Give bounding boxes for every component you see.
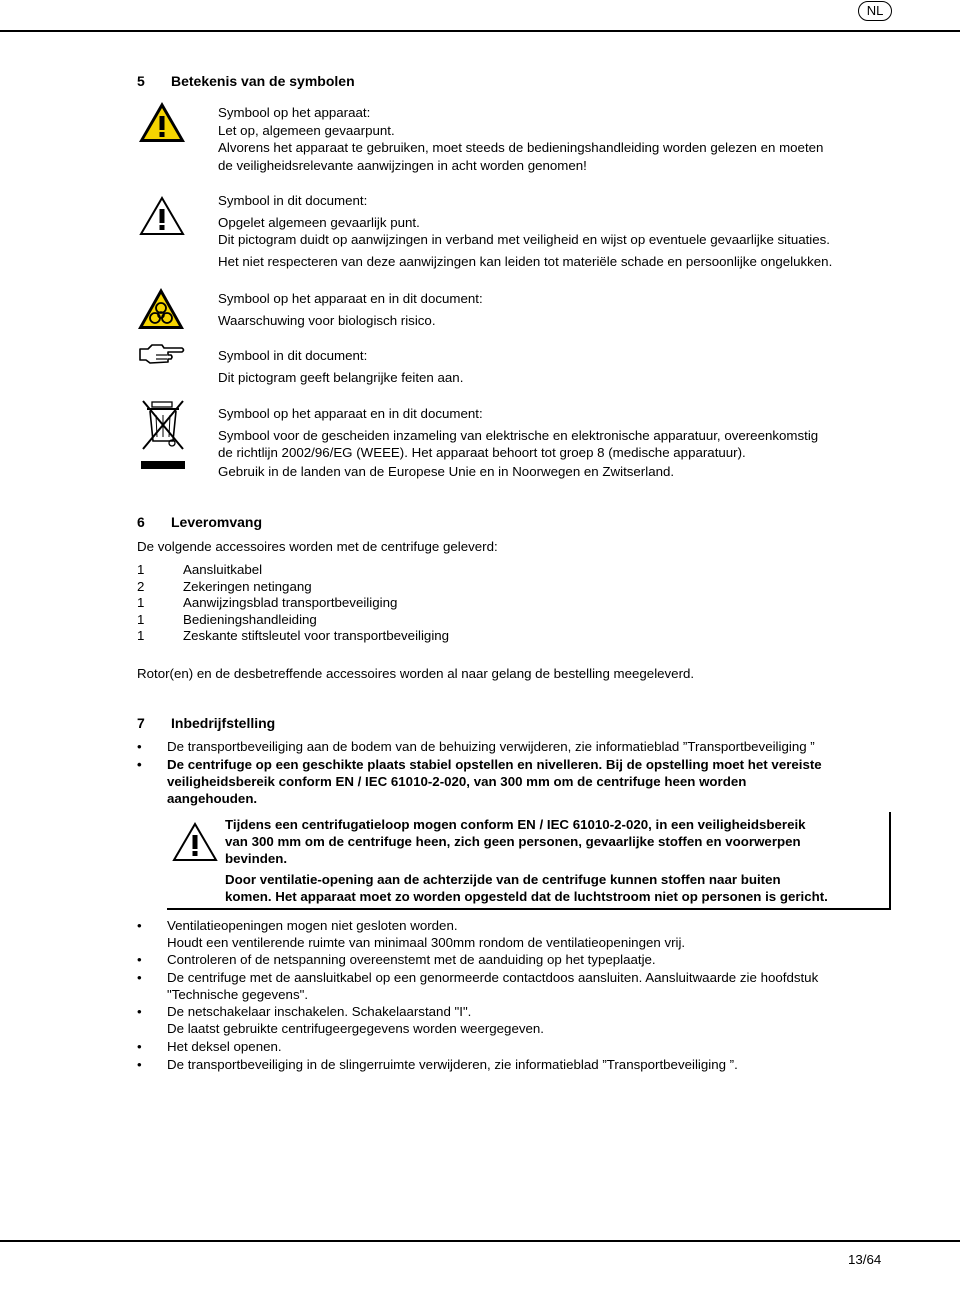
item-name: Zeskante stiftsleutel voor transportbeveiliging: [183, 628, 450, 644]
bullet-line: Ventilatieopeningen mogen niet gesloten worden.: [167, 918, 458, 933]
symbol-3-text: [218, 290, 483, 329]
bullet: •: [137, 970, 142, 985]
symbol-3-label: Symbool op het apparaat en in dit document:: [218, 291, 483, 306]
bullet-text: [167, 756, 822, 808]
footer-rule: [0, 1240, 960, 1242]
symbol-2-label: Symbool in dit document:: [218, 193, 368, 208]
bullet-text: [167, 1003, 544, 1037]
bullet: •: [137, 1004, 142, 1019]
item-quantity: 1: [137, 595, 145, 611]
section-5-heading: [137, 73, 355, 89]
bullet: •: [137, 1057, 142, 1072]
warning-line: bevinden.: [225, 851, 288, 866]
page-number: 13/64: [848, 1252, 882, 1267]
bullet: •: [137, 1039, 142, 1054]
symbol-2-text: [218, 192, 832, 270]
symbol-4-label: Symbool in dit document:: [218, 348, 368, 363]
bullet: •: [137, 739, 142, 754]
accessories-intro: De volgende accessoires worden met de centrifuge geleverd:: [137, 539, 498, 554]
list-item: [137, 562, 449, 579]
bullet: •: [137, 757, 142, 772]
list-item: [137, 595, 449, 612]
symbol-5-line: de richtlijn 2002/96/EG (WEEE). Het apparaat behoort tot groep 8 (medische apparatuur).: [218, 445, 746, 460]
bullet-line: veiligheidsbereik conform EN / IEC 61010-2-020, van 300 mm om de centrifuge heen worden: [167, 774, 747, 790]
accessories-list: [137, 562, 449, 645]
bullet-text: Controleren of de netspanning overeenstemt met de aanduiding op het typeplaatje.: [167, 952, 656, 967]
section-6-heading: [137, 514, 262, 530]
warning-line: komen. Het apparaat moet zo worden opgesteld dat de luchtstroom niet op personen is gericht.: [225, 889, 828, 904]
bullet: •: [137, 952, 142, 967]
header-rule: [0, 30, 960, 32]
warning-triangle-yellow-icon: [137, 100, 187, 144]
item-quantity: 1: [137, 562, 145, 577]
warning-triangle-outline-icon: [139, 196, 185, 236]
section-number: 5: [137, 73, 145, 89]
warning-line: Door ventilatie-opening aan de achterzijde van de centrifuge kunnen stoffen naar buiten: [225, 872, 781, 887]
item-quantity: 1: [137, 628, 145, 644]
section-title: Betekenis van de symbolen: [171, 73, 355, 89]
section-number: 7: [137, 715, 145, 731]
bullet-text: De transportbeveiliging aan de bodem van de behuizing verwijderen, zie informatieblad ”Transportbeveiliging ”: [167, 739, 815, 754]
symbol-2-line: Dit pictogram duidt op aanwijzingen in verband met veiligheid en wijst op eventuele gevaarlijke situaties.: [218, 232, 831, 247]
symbol-4-text: [218, 347, 463, 386]
bullet-line: Houdt een ventilerende ruimte van minimaal 300mm rondom de ventilatieopeningen vrij.: [167, 935, 686, 951]
item-name: Aanwijzingsblad transportbeveiliging: [183, 595, 398, 611]
warning-line: van 300 mm om de centrifuge heen, zich geen personen, gevaarlijke stoffen en voorwerpen: [225, 834, 801, 849]
symbol-4-line: Dit pictogram geeft belangrijke feiten aan.: [218, 369, 464, 385]
warning-line: Tijdens een centrifugatieloop mogen conform EN / IEC 61010-2-020, in een veiligheidsbereik: [225, 817, 806, 832]
bullet-text: De transportbeveiliging in de slingerruimte verwijderen, zie informatieblad ”Transportbeveiliging ”.: [167, 1057, 738, 1072]
item-name: Aansluitkabel: [183, 562, 263, 577]
item-quantity: 2: [137, 578, 145, 594]
bullet: •: [137, 918, 142, 933]
section-7-heading: [137, 715, 275, 731]
item-name: Zekeringen netingang: [183, 578, 312, 594]
symbol-1-line: de veiligheidsrelevante aanwijzingen in acht worden genomen!: [218, 157, 587, 173]
section-title: Inbedrijfstelling: [171, 715, 276, 731]
list-item: [137, 628, 449, 645]
bullet-line: De centrifuge met de aansluitkabel op een genormeerde contactdoos aansluiten. Aansluitwaarde zie hoofdstuk: [167, 970, 819, 985]
symbol-1-label: Symbool op het apparaat:: [218, 105, 371, 120]
symbol-5-label: Symbool op het apparaat en in dit document:: [218, 406, 483, 421]
weee-bin-icon: [139, 399, 187, 471]
bullet-text: [167, 917, 685, 951]
accessories-note: Rotor(en) en de desbetreffende accessoires worden al naar gelang de bestelling meegeleverd.: [137, 666, 695, 681]
symbol-5-line: Symbool voor de gescheiden inzameling van elektrische en elektronische apparatuur, overeenkomstig: [218, 427, 819, 443]
biohazard-icon: [137, 287, 185, 330]
warning-text: [225, 816, 828, 905]
list-item: [137, 579, 449, 596]
section-number: 6: [137, 514, 145, 530]
section-title: Leveromvang: [171, 514, 263, 530]
bullet-line: De laatst gebruikte centrifugeergegevens worden weergegeven.: [167, 1021, 544, 1037]
symbol-3-line: Waarschuwing voor biologisch risico.: [218, 312, 436, 328]
symbol-2-line: Opgelet algemeen gevaarlijk punt.: [218, 214, 420, 230]
bullet-line: De netschakelaar inschakelen. Schakelaarstand "I".: [167, 1004, 472, 1019]
symbol-1-line: Let op, algemeen gevaarpunt.: [218, 122, 395, 138]
item-name: Bedieningshandleiding: [183, 611, 317, 627]
symbol-5-line: Gebruik in de landen van de Europese Unie en in Noorwegen en Zwitserland.: [218, 463, 675, 479]
item-quantity: 1: [137, 611, 145, 627]
warning-triangle-outline-icon: [172, 822, 218, 862]
bullet-text: [167, 969, 818, 1003]
pointing-hand-icon: [138, 343, 186, 365]
bullet-line: De centrifuge op een geschikte plaats stabiel opstellen en nivelleren. Bij de opstelling moet het vereiste: [167, 757, 822, 772]
list-item: [137, 612, 449, 629]
symbol-1-text: [218, 104, 823, 174]
symbol-1-line: Alvorens het apparaat te gebruiken, moet steeds de bedieningshandleiding worden gelezen en moeten: [218, 140, 824, 155]
warning-box: [167, 812, 891, 910]
bullet-text: Het deksel openen.: [167, 1039, 282, 1054]
symbol-5-text: [218, 405, 818, 480]
bullet-line: "Technische gegevens".: [167, 987, 309, 1003]
bullet-line: aangehouden.: [167, 791, 258, 807]
language-badge: NL: [858, 1, 892, 21]
symbol-2-line: Het niet respecteren van deze aanwijzingen kan leiden tot materiële schade en persoonlijke ongelukken.: [218, 253, 833, 269]
